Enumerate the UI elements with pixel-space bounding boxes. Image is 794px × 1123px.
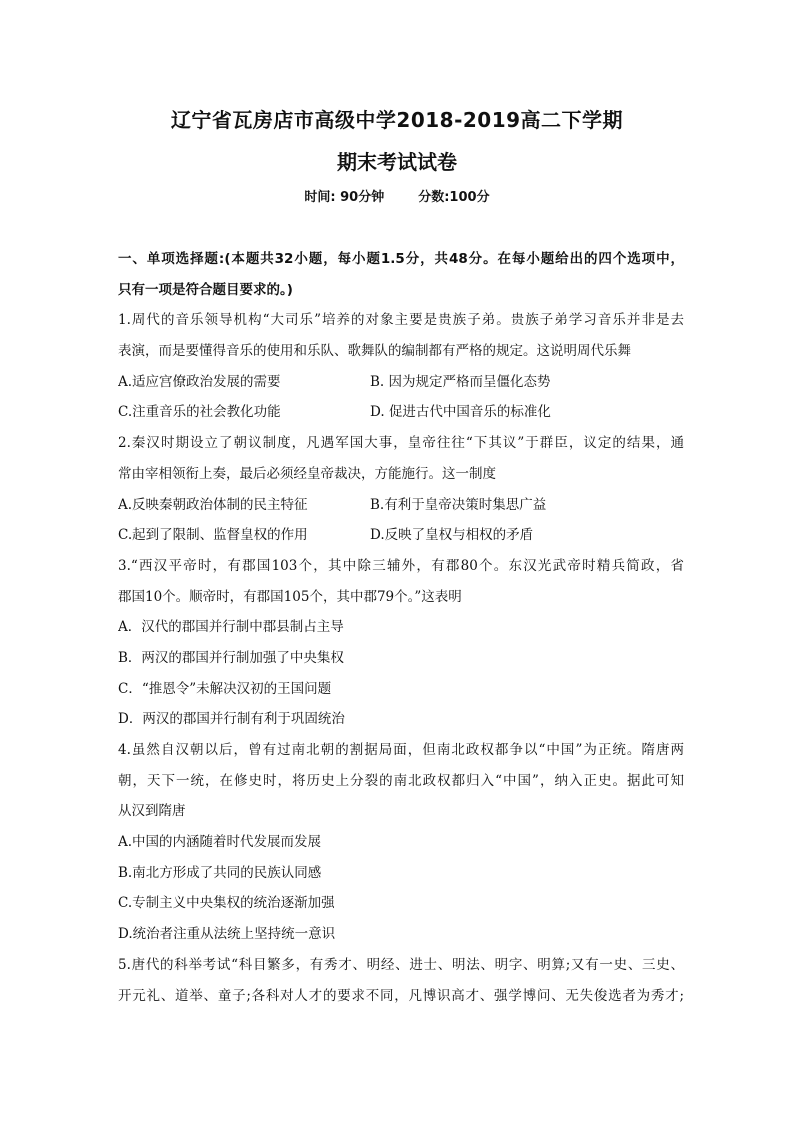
exam-title-line1: 辽宁省瓦房店市高级中学2018-2019高二下学期: [170, 108, 624, 132]
option-a: A．汉代的郡国并行制中郡县制占主导: [118, 619, 344, 636]
option-b: B.有利于皇帝决策时集思广益: [370, 496, 547, 513]
question-stem-line: 1.周代的音乐领导机构“大司乐”培养的对象主要是贵族子弟。贵族子弟学习音乐并非是去: [118, 312, 684, 329]
option-row: [118, 397, 684, 428]
exam-score: 分数:100分: [418, 190, 490, 205]
question-stem-line: 从汉到隋唐: [118, 803, 186, 820]
option-b: B.南北方形成了共同的民族认同感: [118, 864, 322, 881]
question-5: [118, 950, 684, 1011]
option-b: B. 因为规定严格而呈僵化态势: [370, 373, 551, 390]
exam-meta: [0, 186, 794, 205]
section-heading-line2: 只有一项是符合题目要求的。): [118, 281, 293, 298]
question-stem-line: 表演，而是要懂得音乐的使用和乐队、歌舞队的编制都有严格的规定。这说明周代乐舞: [118, 343, 631, 360]
question-2: [118, 428, 684, 551]
option-c: C.专制主义中央集权的统治逐渐加强: [118, 895, 335, 912]
question-stem-line: 5.唐代的科举考试“科目繁多，有秀才、明经、进士、明法、明字、明算;又有一史、三史、: [118, 956, 684, 973]
question-4: [118, 735, 684, 950]
question-3: [118, 551, 684, 735]
option-d: D.统治者注重从法统上坚持统一意识: [118, 926, 336, 943]
option-b: B．两汉的郡国并行制加强了中央集权: [118, 649, 344, 666]
question-stem-line: 4.虽然自汉朝以后，曾有过南北朝的割据局面，但南北政权都争以“中国”为正统。隋唐两: [118, 742, 684, 758]
option-row: [118, 367, 684, 398]
question-1: [118, 305, 684, 428]
option-d: D.反映了皇权与相权的矛盾: [370, 527, 534, 544]
option-c: C．“推恩令”未解决汉初的王国问题: [118, 680, 332, 697]
option-c: C.起到了限制、监督皇权的作用: [118, 527, 308, 544]
question-stem-line: 常由宰相领衔上奏，最后必须经皇帝裁决，方能施行。这一制度: [118, 465, 496, 482]
section-heading-line1: 一、单项选择题:(本题共32小题，每小题1.5分，共48分。在每小题给出的四个选项中，: [118, 251, 684, 267]
option-a: A.反映秦朝政治体制的民主特征: [118, 496, 308, 513]
option-row: [118, 490, 684, 521]
question-stem-line: 3.“西汉平帝时，有郡国103个，其中除三辅外，有郡80个。东汉光武帝时精兵简政，省: [118, 557, 684, 574]
exam-time: 时间: 90分钟: [304, 190, 385, 205]
option-d: D. 促进古代中国音乐的标准化: [370, 404, 551, 421]
exam-title-line2: 期末考试试卷: [337, 150, 457, 174]
option-a: A.适应宫僚政治发展的需要: [118, 373, 281, 390]
option-d: D．两汉的郡国并行制有利于巩固统治: [118, 711, 345, 728]
option-row: [118, 520, 684, 551]
question-stem-line: 郡国10个。顺帝时，有郡国105个，其中郡79个。”这表明: [118, 588, 462, 605]
option-c: C.注重音乐的社会教化功能: [118, 404, 281, 421]
question-stem-line: 朝，天下一统，在修史时，将历史上分裂的南北政权都归入“中国”，纳入正史。据此可知: [118, 772, 684, 789]
question-stem-line: 2.秦汉时期设立了朝议制度，凡遇军国大事，皇帝往往“下其议”于群臣，议定的结果，通: [118, 435, 684, 452]
option-a: A.中国的内涵随着时代发展而发展: [118, 834, 322, 851]
question-stem-line: 开元礼、道举、童子;各科对人才的要求不同，凡博识高才、强学博问、无失俊选者为秀才;: [118, 987, 684, 1004]
exam-content: [118, 244, 684, 1011]
